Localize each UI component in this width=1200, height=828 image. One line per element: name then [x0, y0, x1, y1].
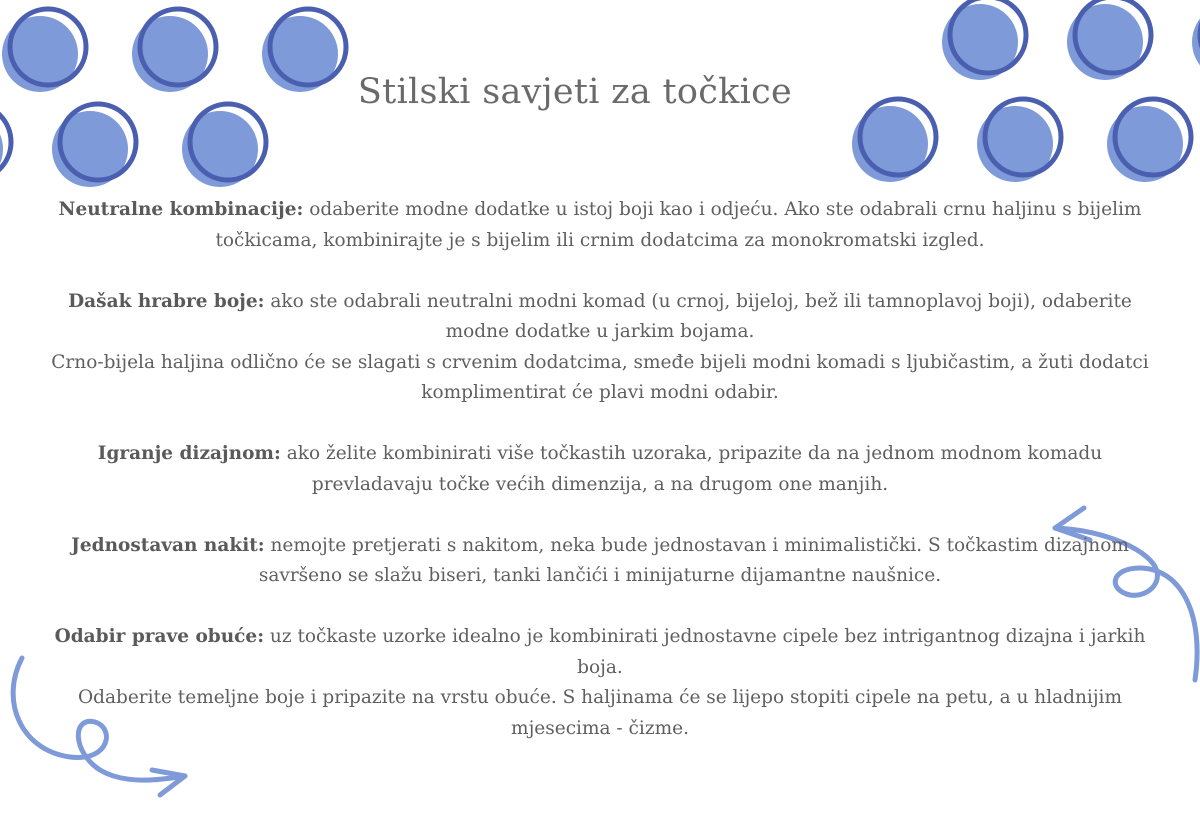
tip-heading: Odabir prave obuće:: [54, 626, 265, 647]
tip-text: Crno-bijela haljina odlično će se slagati s crvenim dodatcima, smeđe bijeli modni komadi s ljubičastim, a žuti dodatci komplimentirat će plavi modni odabir.: [51, 351, 1149, 403]
tip-heading: Neutralne kombinacije:: [58, 199, 304, 220]
tip-simple-jewelry: [40, 531, 1160, 592]
tip-text: uz točkaste uzorke idealno je kombinirati jednostavne cipele bez intrigantnog dizajna i jarkih boja.: [264, 626, 1146, 678]
polka-dot: [1192, 0, 1200, 80]
tip-text: odaberite modne dodatke u istoj boji kao i odjeću. Ako ste odabrali crnu haljinu s bijelim točkicama, kombinirajte je s bijelim ili crnim dodatcima za monokromatski izgled.: [215, 199, 1142, 251]
polka-dot: [182, 104, 266, 187]
polka-dot: [52, 104, 136, 187]
tips-list: [40, 195, 1160, 775]
tip-right-footwear: [40, 622, 1160, 744]
polka-dot: [942, 0, 1026, 80]
tip-heading: Jednostavan nakit:: [71, 534, 265, 556]
tip-heading: Igranje dizajnom:: [97, 443, 281, 464]
tip-text: nemojte pretjerati s nakitom, neka bude jednostavan i minimalistički. S točkastim dizajnom savršeno se slažu biseri, tanki lančići i minijaturne dijamantne naušnice.: [258, 534, 1129, 586]
tip-playing-with-design: [40, 439, 1160, 500]
polka-dot: [0, 104, 11, 187]
polka-dot: [1067, 0, 1151, 80]
tip-bold-color: [40, 287, 1160, 409]
tip-text: ako želite kombinirati više točkastih uzoraka, pripazite da na jednom modnom komadu prevladavaju točke većih dimenzija, a na drugom one manjih.: [280, 443, 1103, 495]
tip-text: ako ste odabrali neutralni modni komad (u crnoj, bijeloj, bež ili tamnoplavoj boji), odaberite modne dodatke u jarkim bojama.: [264, 290, 1132, 342]
tip-text: Odaberite temeljne boje i pripazite na vrstu obuće. S haljinama će se lijepo stopiti cipele na petu, a u hladnijim mjesecima - čizme.: [77, 687, 1123, 739]
tip-heading: Dašak hrabre boje:: [68, 290, 265, 312]
tip-neutral-combinations: [40, 195, 1160, 256]
page-title: Stilski savjeti za točkice: [357, 72, 793, 112]
